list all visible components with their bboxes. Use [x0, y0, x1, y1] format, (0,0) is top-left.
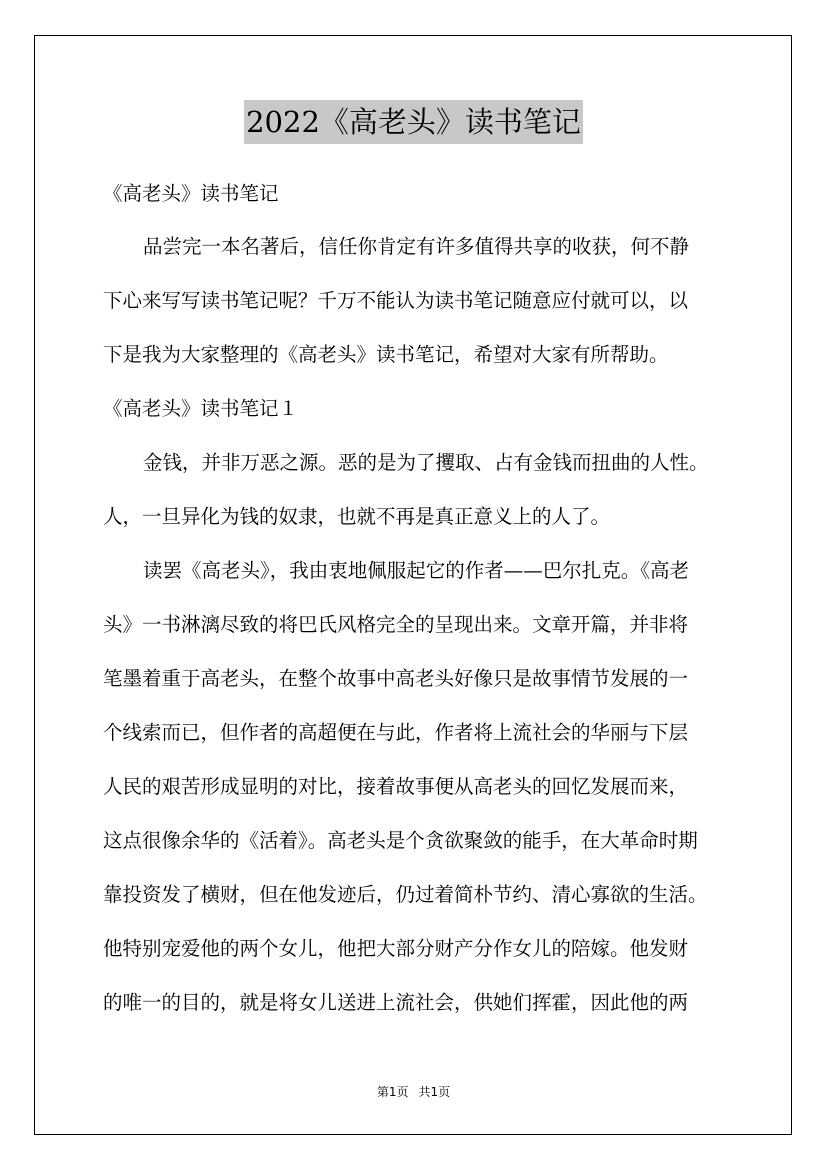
- paragraph-line: 金钱，并非万恶之源。恶的是为了攫取、占有金钱而扭曲的人性。: [143, 451, 709, 474]
- paragraph-line: 头》一书淋漓尽致的将巴氏风格完全的呈现出来。文章开篇，并非将: [103, 613, 689, 636]
- section-heading: 《高老头》读书笔记: [103, 182, 279, 205]
- paragraph-line: 品尝完一本名著后，信任你肯定有许多值得共享的收获，何不静: [143, 235, 690, 258]
- paragraph-line: 人民的艰苦形成显明的对比，接着故事便从高老头的回忆发展而来，: [103, 775, 689, 798]
- paragraph-line: 下是我为大家整理的《高老头》读书笔记，希望对大家有所帮助。: [103, 343, 669, 366]
- paragraph-line: 读罢《高老头》，我由衷地佩服起它的作者——巴尔扎克。《高老: [143, 559, 690, 582]
- document-title: 2022《高老头》读书笔记: [244, 100, 583, 144]
- paragraph-line: 靠投资发了横财，但在他发迹后，仍过着简朴节约、清心寡欲的生活。: [103, 883, 708, 906]
- paragraph-line: 人，一旦异化为钱的奴隶，也就不再是真正意义上的人了。: [103, 505, 611, 528]
- paragraph-line: 个线索而已，但作者的高超便在与此，作者将上流社会的华丽与下层: [103, 721, 689, 744]
- paragraph-line: 这点很像余华的《活着》。高老头是个贪欲聚敛的能手，在大革命时期: [103, 829, 698, 852]
- page-number: 第1页: [376, 1085, 409, 1099]
- title-container: [0, 100, 827, 144]
- paragraph-line: 下心来写写读书笔记呢？千万不能认为读书笔记随意应付就可以，以: [103, 289, 689, 312]
- section-heading: 《高老头》读书笔记１: [103, 397, 299, 420]
- paragraph-line: 他特别宠爱他的两个女儿，他把大部分财产分作女儿的陪嫁。他发财: [103, 937, 689, 960]
- page-footer: [0, 1082, 827, 1102]
- page-total: 共1页: [418, 1085, 451, 1099]
- paragraph-line: 的唯一的目的，就是将女儿送进上流社会，供她们挥霍，因此他的两: [103, 991, 689, 1014]
- paragraph-line: 笔墨着重于高老头，在整个故事中高老头好像只是故事情节发展的一: [103, 667, 689, 690]
